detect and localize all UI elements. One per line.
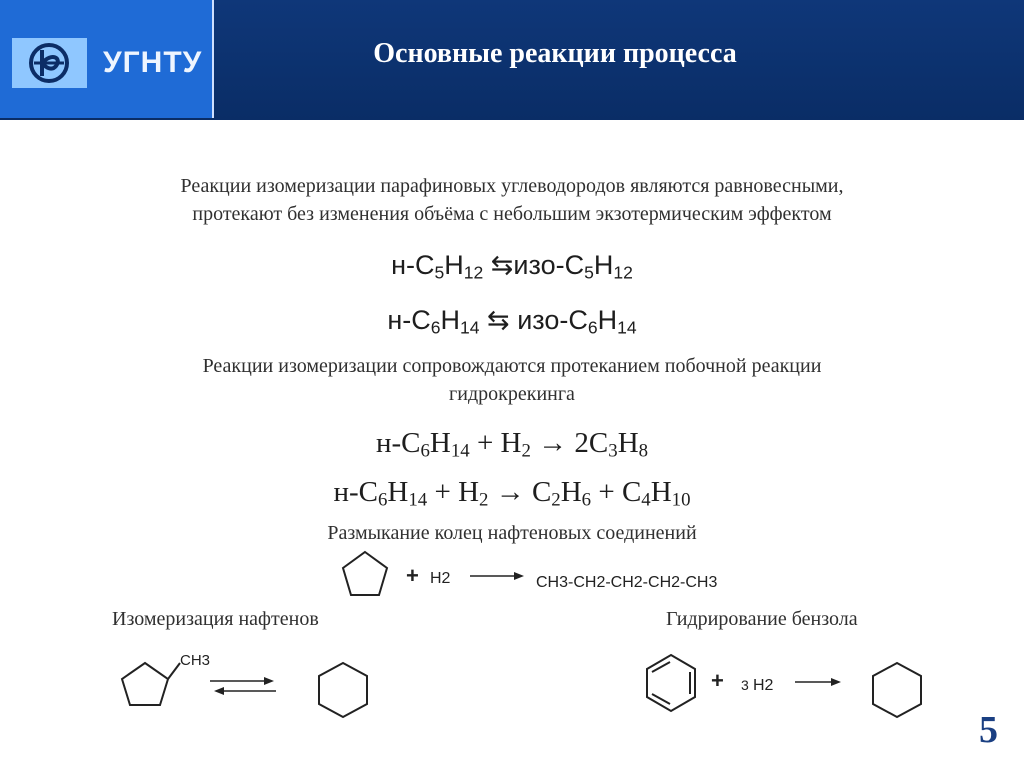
cyclohexane-icon (873, 663, 921, 717)
ring-opening-scheme (330, 548, 730, 604)
reaction-arrow-icon: → (488, 476, 532, 508)
reagent-h2: H2 (753, 677, 774, 694)
paragraph-hydrocracking (60, 352, 964, 408)
slide-title: Основные реакции процесса (373, 38, 737, 69)
methylcyclopentane-icon (122, 663, 168, 705)
forward-arrow-icon (264, 677, 274, 685)
equation-hexane-isomerization: $н-С_6Н_{14}$ ⇆ изо-$С_6Н_{14}$ (387, 305, 637, 338)
methyl-label: CH3 (180, 652, 211, 669)
plus-sign: + (711, 668, 724, 693)
paragraph-line: Реакции изомеризации парафиновых углеводородов являются равновесными, (180, 175, 844, 197)
logo-block (0, 0, 214, 118)
cyclopentane-icon (343, 552, 387, 595)
caption-benzene-hydrogenation: Гидрирование бензола (666, 608, 858, 630)
reaction-arrow-icon (514, 572, 524, 580)
caption-naphthene-isomerization: Изомеризация нафтенов (112, 608, 319, 630)
paragraph-line: протекают без изменения объёма с небольшим экзотермическим эффектом (192, 203, 832, 225)
equilibrium-arrow-icon: ⇆ (483, 250, 514, 280)
coefficient: 3 (741, 677, 749, 693)
benzene-hydrogenation-scheme (635, 645, 935, 725)
paragraph-line: Реакции изомеризации сопровождаются протеканием побочной реакции (202, 355, 822, 377)
logo-text: УГНТУ (103, 46, 203, 79)
reagent-h2: H2 (430, 570, 451, 587)
caption-ring-opening: Размыкание колец нафтеновых соединений (327, 522, 697, 544)
naphthene-isomerization-scheme (110, 645, 390, 725)
reaction-arrow-icon (831, 678, 841, 686)
pentane-formula: CH3-CH2-CH2-CH2-CH3 (536, 574, 718, 591)
page-number: 5 (979, 709, 998, 751)
equilibrium-arrow-icon: ⇆ (479, 305, 518, 335)
plus-sign: + (406, 563, 419, 588)
equation-hydrocracking-2: $н-C_6H_{14} + H_2 \to C_2H_6 + C_4H_{10}$ (333, 476, 691, 511)
benzene-icon (647, 655, 695, 711)
paragraph-line: гидрокрекинга (449, 383, 575, 405)
equation-pentane-isomerization: $н-С_5Н_{12}$ $⇆изо-С_5Н_{12}$ (391, 250, 633, 283)
cyclohexane-icon (319, 663, 367, 717)
reverse-arrow-icon (214, 687, 224, 695)
equation-hydrocracking-1: $н-C_6H_{14} + H_2 \to 2C_3H_8$ (375, 427, 649, 462)
paragraph-equilibrium (60, 172, 964, 228)
ugntu-emblem-icon (12, 38, 87, 88)
slide-header (0, 0, 1024, 120)
reaction-arrow-icon: → (530, 427, 575, 459)
